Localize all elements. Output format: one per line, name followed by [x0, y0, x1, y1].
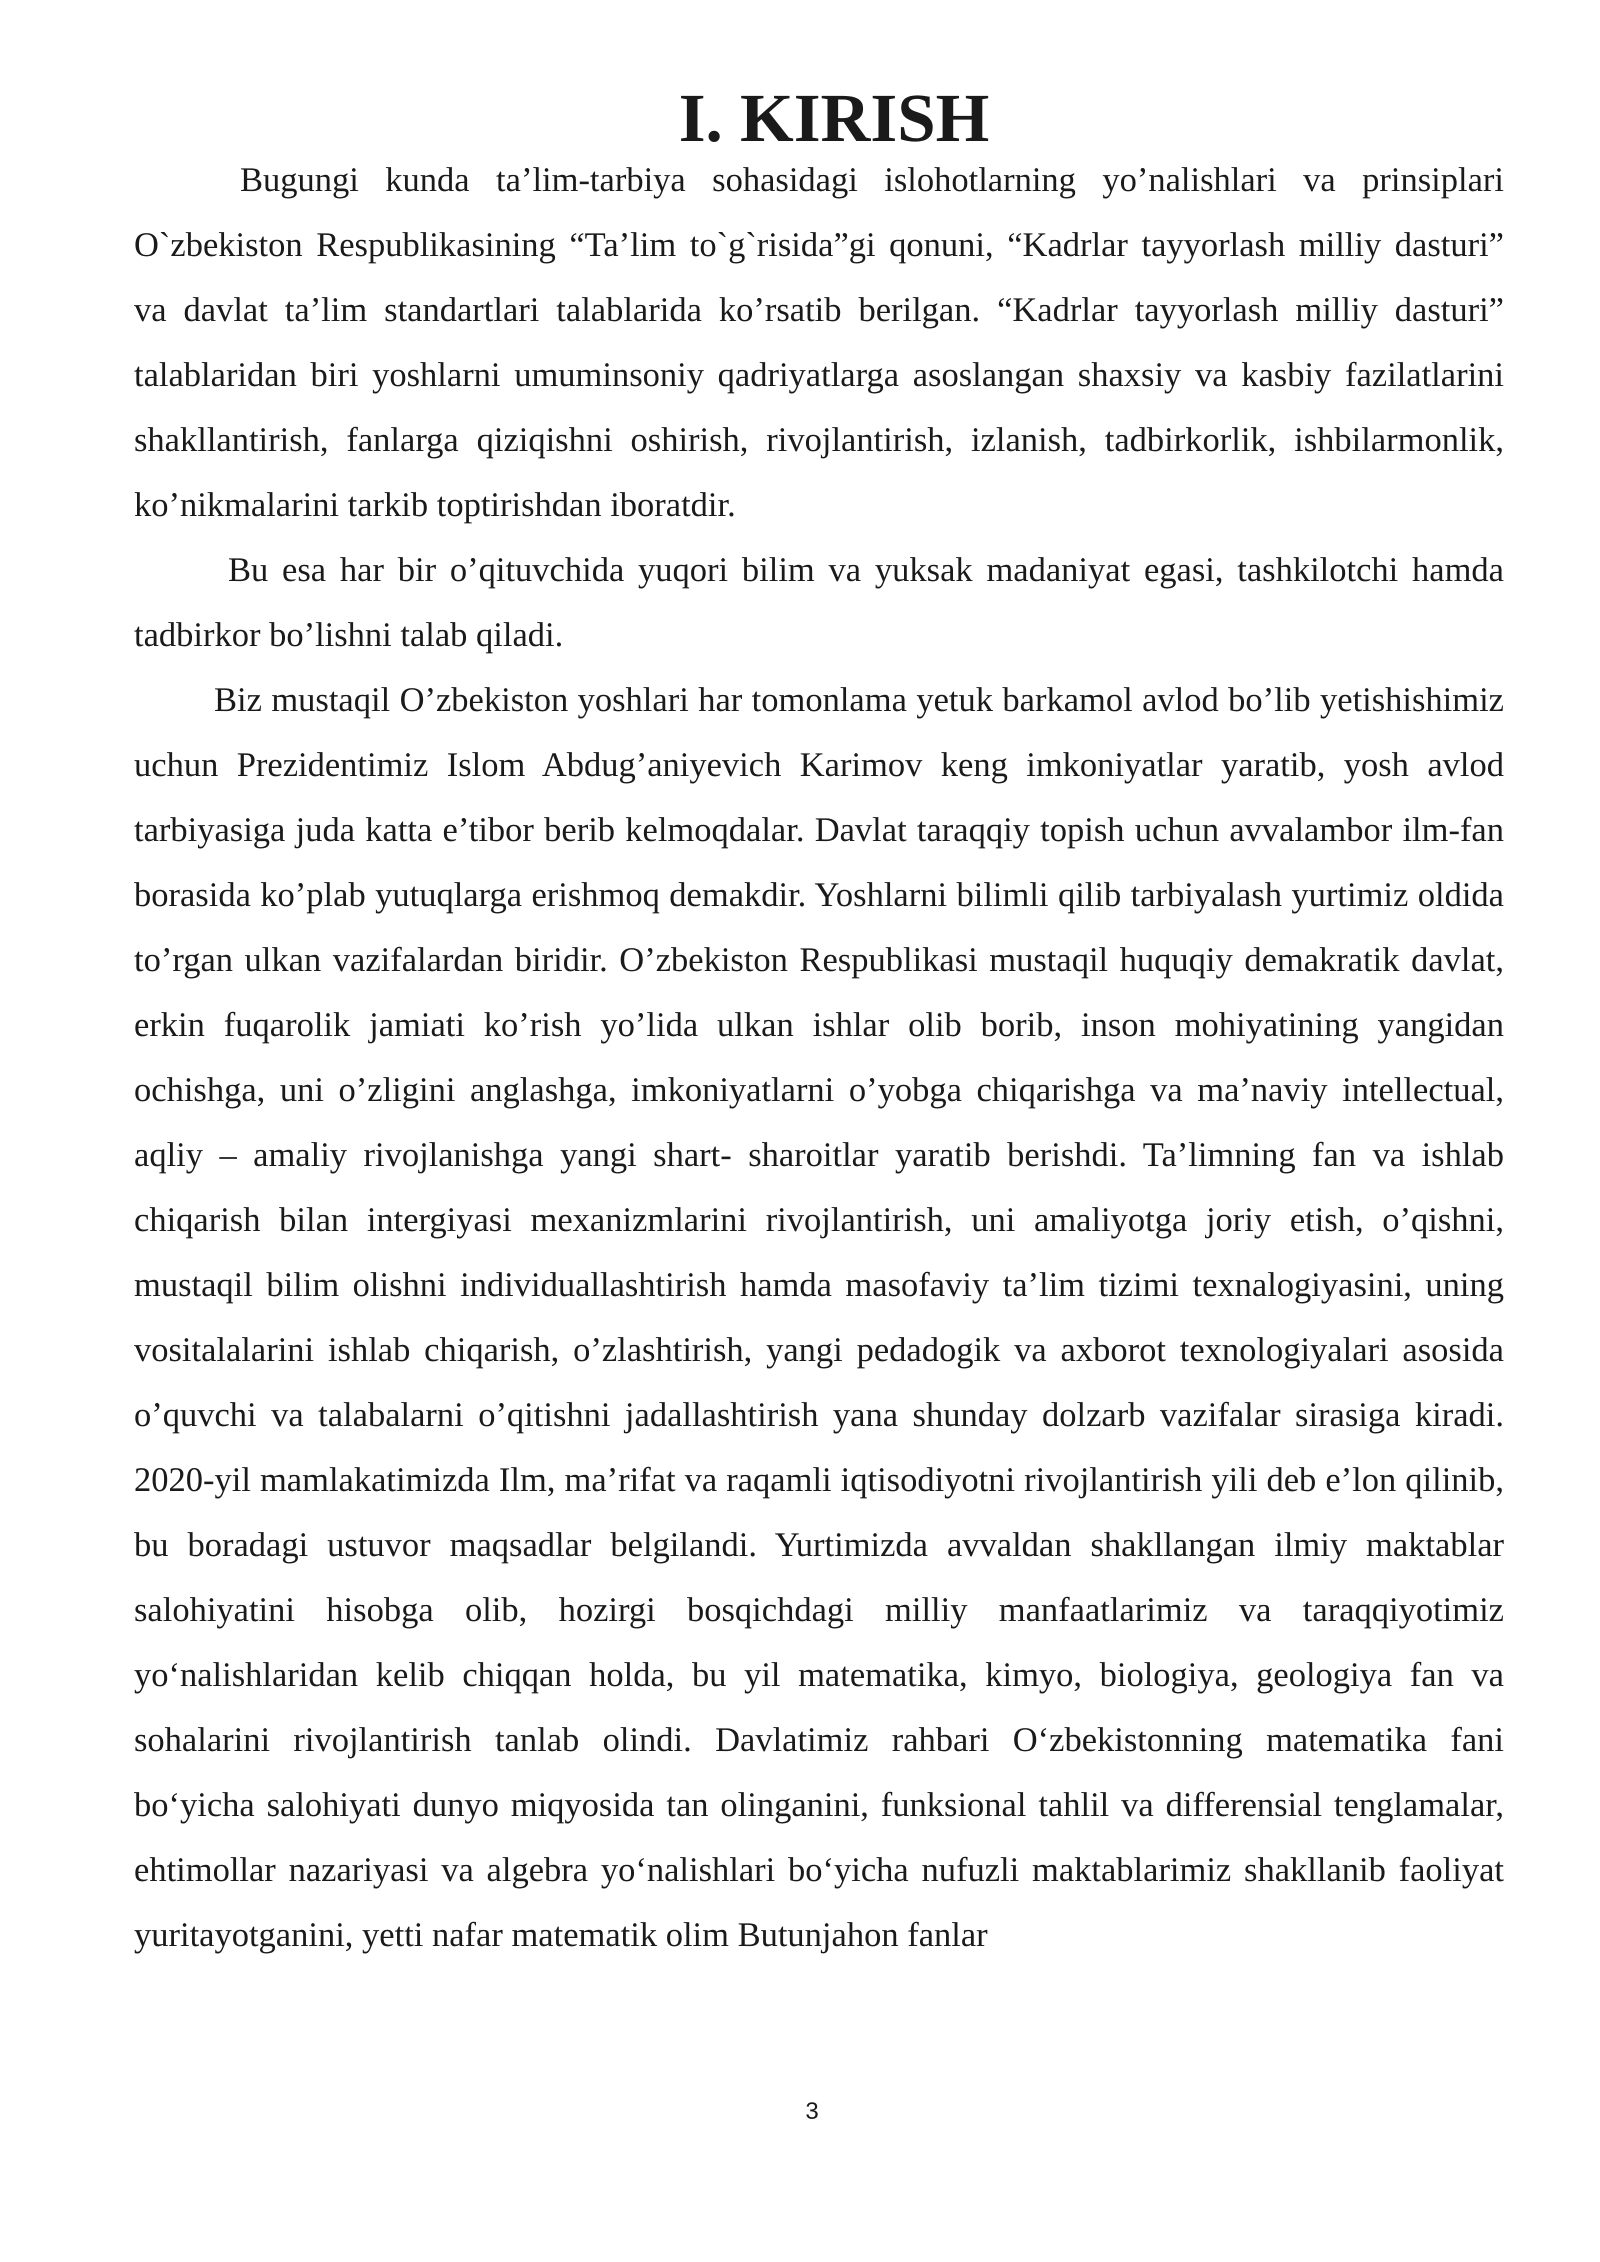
- paragraph-teacher: Bu esa har bir o’qituvchida yuqori bilim va yuksak madaniyat egasi, tashkilotchi hamda tadbirkor bo’lishni talab qiladi.: [134, 551, 1504, 654]
- paragraph-intro: Bugungi kunda ta’lim-tarbiya sohasidagi islohotlarning yo’nalishlari va prinsiplari O`zbekiston Respublikasining “Ta’lim to`g`risida”gi qonuni, “Kadrlar tayyorlash milliy dasturi” va davlat ta’lim standartlari talablarida ko’rsatib berilgan. “Kadrlar tayyorlash milliy dasturi” talablaridan biri yoshlarni umuminsoniy qadriyatlarga asoslangan shaxsiy va kasbiy fazilatlarini shakllantirish, fanlarga qiziqishni oshirish, rivojlantirish, izlanish, tadbirkorlik, ishbilarmonlik, ko’nikmalarini tarkib toptirishdan iboratdir.: [134, 161, 1504, 524]
- paragraph-youth: Biz mustaqil O’zbekiston yoshlari har tomonlama yetuk barkamol avlod bo’lib yetishishimiz uchun Prezidentimiz Islom Abdug’aniyevich Karimov keng imkoniyatlar yaratib, yosh avlod tarbiyasiga juda katta e’tibor berib kelmoqdalar. Davlat taraqqiy topish uchun avvalambor ilm-fan borasida ko’plab yutuqlarga erishmoq demakdir. Yoshlarni bilimli qilib tarbiyalash yurtimiz oldida to’rgan ulkan vazifalardan biridir. O’zbekiston Respublikasi mustaqil huquqiy demakratik davlat, erkin fuqarolik jamiati ko’rish yo’lida ulkan ishlar olib borib, inson mohiyatining yangidan ochishga, uni o’zligini anglashga, imkoniyatlarni o’yobga chiqarishga va ma’naviy intellectual, aqliy – amaliy rivojlanishga yangi shart- sharoitlar yaratib berishdi. Ta’limning fan va ishlab chiqarish bilan intergiyasi mexanizmlarini rivojlantirish, uni amaliyotga joriy etish, o’qishni, mustaqil bilim olishni individuallashtirish hamda masofaviy ta’lim tizimi texnalogiyasini, uning vositalalarini ishlab chiqarish, o’zlashtirish, yangi pedadogik va axborot texnologiyalari asosida o’quvchi va talabalarni o’qitishni jadallashtirish yana shunday dolzarb vazifalar sirasiga kiradi. 2020-yil mamlakatimizda Ilm, ma’rifat va raqamli iqtisodiyotni rivojlantirish yili deb e’lon qilinib, bu boradagi ustuvor maqsadlar belgilandi. Yurtimizda avvaldan shakllangan ilmiy maktablar salohiyatini hisobga olib, hozirgi bosqichdagi milliy manfaatlarimiz va taraqqiyotimiz yo‘nalishlaridan kelib chiqqan holda, bu yil matematika, kimyo, biologiya, geologiya fan va sohalarini rivojlantirish tanlab olindi. Davlatimiz rahbari O‘zbekistonning matematika fani bo‘yicha salohiyati dunyo miqyosida tan olinganini, funksional tahlil va differensial tenglamalar, ehtimollar nazariyasi va algebra yo‘nalishlari bo‘yicha nufuzli maktablarimiz shakllanib faoliyat yuritayotganini, yetti nafar matematik olim Butunjahon fanlar: [134, 681, 1504, 1954]
- document-body: [134, 80, 1504, 1968]
- page-number: 3: [805, 2098, 819, 2125]
- section-heading: I. KIRISH: [678, 80, 990, 156]
